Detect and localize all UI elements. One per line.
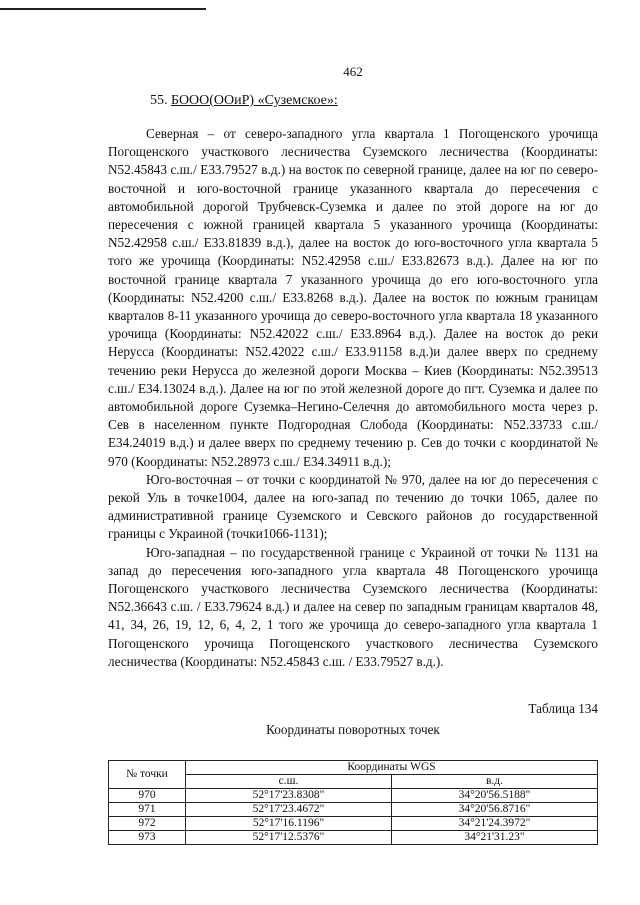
- header-point: № точки: [109, 761, 186, 789]
- cell-latitude: 52°17'23.4672": [186, 803, 392, 817]
- cell-point: 973: [109, 831, 186, 845]
- table-label: Таблица 134: [528, 701, 598, 716]
- cell-point: 971: [109, 803, 186, 817]
- paragraph-southwest: Юго-западная – по государственной границе с Украиной от точки № 1131 на запад до пересечения юго-западного угла квартала 48 Погощенского урочища Погощенского участкового лесничества Суземского лесничества (Координаты: N52.36643 с.ш. / E33.79624 в.д.) и далее на север по западным границам кварталов 48, 41, 34, 26, 19, 12, 6, 4, 2, 1 того же урочища до северо-западного угла квартала 1 Погощенского урочища Погощенского участкового лесничества Суземского лесничества (Координаты: N52.45843 с.ш. / E33.79527 в.д.).: [108, 544, 598, 669]
- cell-longitude: 34°20'56.5188": [392, 789, 598, 803]
- cell-latitude: 52°17'12.5376": [186, 831, 392, 845]
- header-coordinates-wgs: Координаты WGS: [186, 761, 598, 775]
- header-latitude: с.ш.: [186, 775, 392, 789]
- section-number: 55.: [150, 93, 168, 108]
- cell-longitude: 34°20'56.8716": [392, 803, 598, 817]
- paragraph-north: Северная – от северо-западного угла квартала 1 Погощенского урочища Погощенского участкового лесничества Суземского лесничества (Координаты: N52.45843 с.ш./ E33.79527 в.д.) на восток по северной границе, далее на юг по северо-восточной и юго-восточной границе указанного квартала до пересечения с автомобильной дорогой Трубчевск-Суземка и далее по этой дороге на юг до пересечения с южной границей квартала 5 указанного урочища (Координаты: N52.42958 с.ш./ E33.81839 в.д.), далее на восток до юго-восточного угла квартала 5 того же урочища (Координаты: N52.42958 с.ш./ E33.82673 в.д.). Далее на юг по восточной границе квартала 7 указанного урочища до его юго-восточного угла (Координаты: N52.4200 с.ш./ E33.8268 в.д.). Далее на восток по южным границам кварталов 8-11 указанного урочища до северо-восточного угла квартала 18 указанного урочища (Координаты: N52.42022 с.ш./ E33.8964 в.д.). Далее на восток до реки Нерусса (Координаты: N52.42022 с.ш./ E33.91158 в.д.)и далее вверх по среднему течению реки Нерусса до железной дороги Москва – Киев (Координаты: N52.39513 с.ш./ E34.13024 в.д.). Далее на юг по этой железной дороге до пгт. Суземка и далее по автомобильной дороге Суземка–Негино-Селечня до автомобильного моста через р. Сев в населенном пункте Подгородная Слобода (Координаты: N52.33733 с.ш./ E34.24019 в.д.) и далее вверх по среднему течению р. Сев до точки с координатой № 970 (Координаты: N52.28973 с.ш./ E34.34911 в.д.);: [108, 126, 598, 469]
- table-title: Координаты поворотных точек: [266, 722, 440, 737]
- cell-latitude: 52°17'23.8308": [186, 789, 392, 803]
- table-row: [109, 803, 598, 817]
- section-heading: [150, 93, 338, 109]
- header-longitude: в.д.: [392, 775, 598, 789]
- coordinates-table: [108, 760, 598, 845]
- cell-longitude: 34°21'24.3972": [392, 817, 598, 831]
- cell-point: 972: [109, 817, 186, 831]
- section-title: БООО(ООиР) «Суземское»:: [171, 93, 338, 108]
- cell-longitude: 34°21'31.23": [392, 831, 598, 845]
- cell-latitude: 52°17'16.1196": [186, 817, 392, 831]
- table-row: [109, 817, 598, 831]
- paragraph-southeast: Юго-восточная – от точки с координатой № 970, далее на юг до пересечения с рекой Уль в точке1004, далее на юго-запад по течению до точки 1065, далее по административной границе Суземского и Севского районов до государственной границы с Украиной (точки1066-1131);: [108, 471, 598, 542]
- page-number: 462: [343, 64, 363, 79]
- cell-point: 970: [109, 789, 186, 803]
- header-rule: [0, 8, 206, 10]
- table-row: [109, 789, 598, 803]
- body-text: [108, 125, 598, 671]
- table-row: [109, 831, 598, 845]
